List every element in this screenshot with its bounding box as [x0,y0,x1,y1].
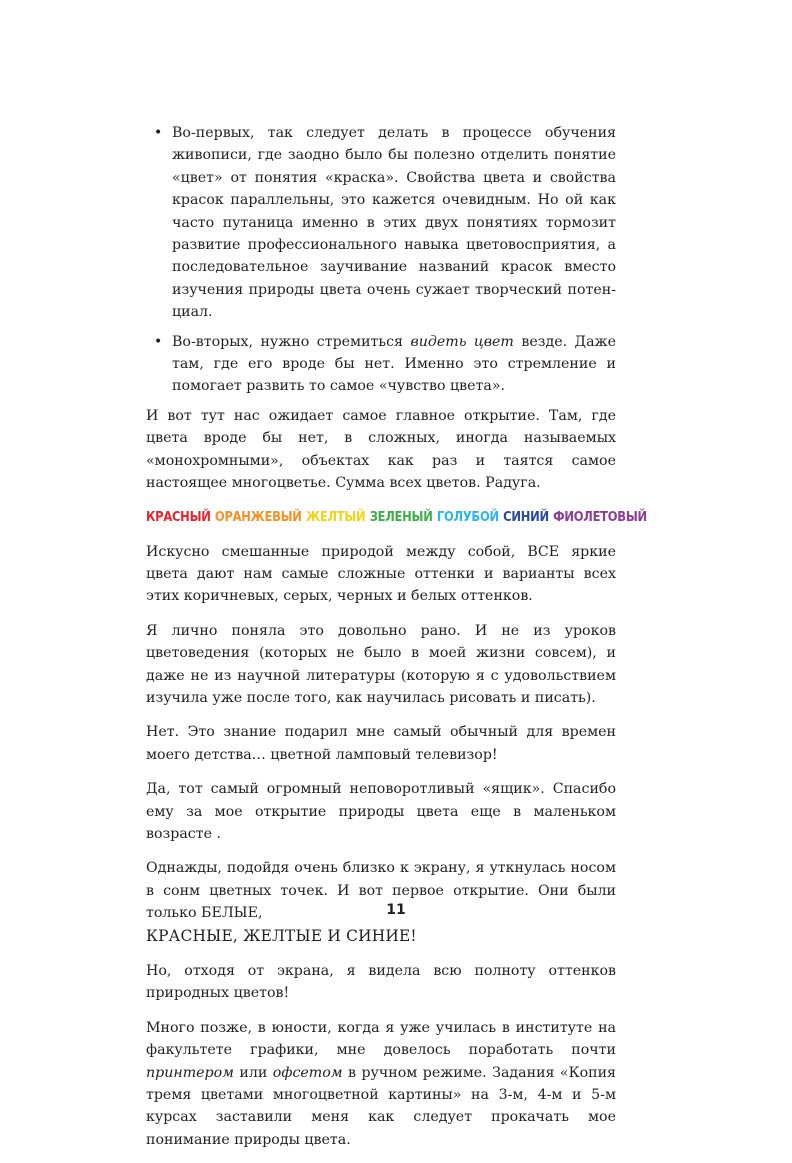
paragraph-text: или [233,1064,273,1081]
paragraph-text: Однажды, подойдя очень близко к экрану, я уткнулась носом в сонм цветных точек. И вот первое открытие. Они были только БЕЛЫЕ, [146,860,616,922]
bullet-list [146,122,616,398]
bullet-text-part: Во-вторых, нужно стремиться [172,333,411,350]
bullet-item-first [146,122,616,324]
paragraph: Я лично поняла это довольно рано. И не из уроков цветоведения (которых не было в моей жизни совсем), и даже не из научной литературы (которую я с удовольствием изучила уже после того, как научилась рисовать и писать). [146,622,616,706]
color-word-green: ЗЕЛЕНЫЙ [369,509,433,525]
page-content [146,122,647,1163]
paragraph: Да, тот самый огромный неповоротливый «ящик». Спасибо ему за мое открытие природы цвета еще в маленьком возрасте . [146,781,616,842]
bullet-text [172,122,616,324]
rainbow-color-words [146,507,647,529]
bullet-text-part: везде. Даже там, где его вроде бы нет. Именно это стремление и помогает развить то самое «чувство цвета». [172,333,616,395]
color-word-light-blue: ГОЛУБОЙ [436,509,499,525]
color-word-yellow: ЖЕЛТЫЙ [306,509,366,525]
paragraph: И вот тут нас ожидает самое главное открытие. Там, где цвета вроде бы нет, в сложных, иногда называемых «монохромными», объектах как раз и таятся самое настоящее многоцветье. Сумма всех цветов. Радуга. [146,407,616,492]
paragraph: Искусно смешанные природой между собой, ВСЕ яркие цвета дают нам самые сложные оттенки и варианты всех этих коричневых, серых, черных и белых оттенков. [146,543,616,605]
paragraph-text: в ручном режиме. Задания «Копия тремя цветами многоцветной картины» на 3-м, 4-м и 5-м курсах заставили меня как следует прокачать мое понимание природы цвета. [146,1064,616,1148]
paragraph: Но, отходя от экрана, я видела всю полноту оттенков природных цветов! [146,963,616,1002]
paragraph-text: Много позже, в юности, когда я уже училась в институте на факультете графики, мне довелось поработать почти [146,1019,616,1059]
emphasis-text: видеть цвет [410,333,514,350]
color-word-red: КРАСНЫЙ [146,509,211,525]
color-word-violet: ФИОЛЕТОВЫЙ [553,509,647,525]
color-word-orange: ОРАНЖЕВЫЙ [214,509,302,525]
page-number: 11 [386,902,406,918]
bullet-dot-icon: • [154,125,163,141]
bullet-dot-icon: • [154,333,163,350]
emphasis-text: принтером [146,1064,234,1081]
bullet-item-second [146,331,616,398]
paragraph: Нет. Это знание подарил мне самый обычный для времен моего детства… цветной ламповый телевизор! [146,724,616,763]
bullet-text [172,331,616,398]
color-word-blue: СИНИЙ [503,509,549,525]
emphasis-caps-text: КРАСНЫЕ, ЖЕЛТЫЕ И СИНИЕ! [146,926,417,945]
emphasis-text: офсетом [272,1064,343,1081]
paragraph [146,1017,616,1151]
bullet-text-part: Во-первых, так следует делать в процессе обучения живописи, где заодно было бы полезно отделить понятие «цвет» от понятия «краска». Свойства цвета и свойства красок параллельны, это кажется очевидным. Но ой как часто путаница именно в этих двух понятиях тормозит развитие профессионального навыка цветовосприятия, а последовательное заучивание названий красок вместо изучения природы цвета очень сужает творческий потенциал. [172,125,616,321]
